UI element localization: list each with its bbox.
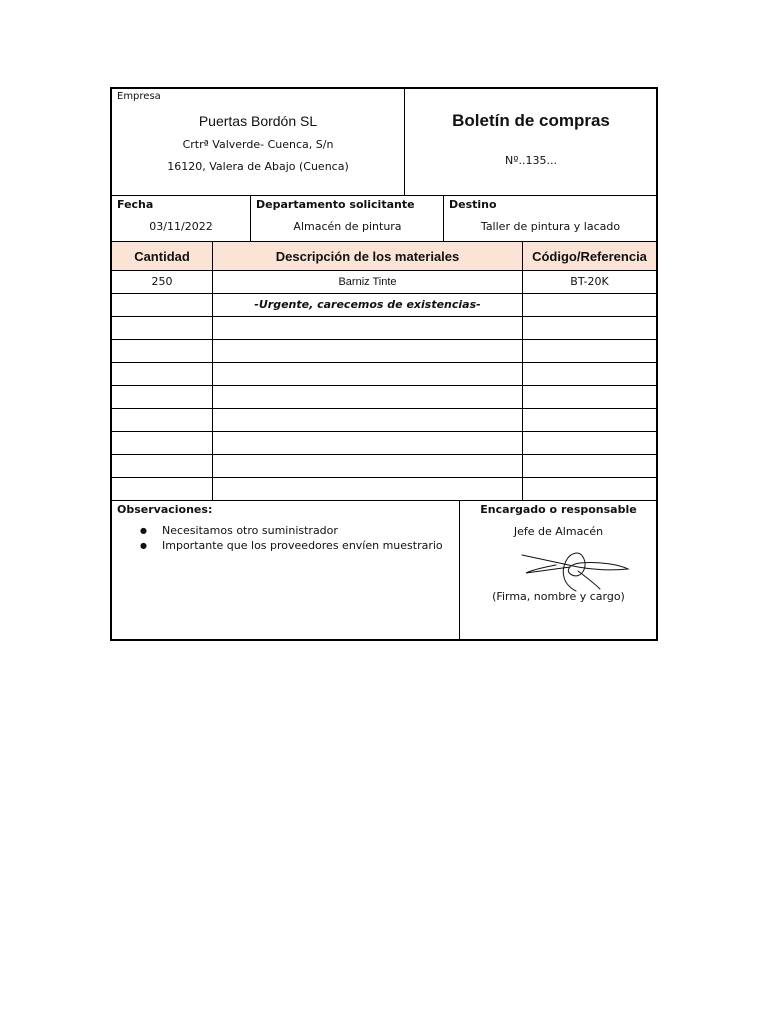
codigo-cell: [522, 386, 656, 408]
descripcion-cell: [212, 363, 522, 385]
departamento-label: Departamento solicitante: [256, 198, 415, 211]
descripcion-cell: -Urgente, carecemos de existencias-: [212, 294, 522, 316]
fecha-section: [112, 195, 250, 241]
cantidad-cell: [112, 409, 212, 431]
form-number: Nº..135...: [505, 154, 557, 167]
descripcion-cell: [212, 432, 522, 454]
responsable-label: Encargado o responsable: [480, 503, 637, 516]
table-row: [112, 340, 656, 363]
header-codigo: Código/Referencia: [522, 241, 656, 271]
destino-value: Taller de pintura y lacado: [480, 220, 621, 233]
cantidad-cell: [112, 340, 212, 362]
codigo-cell: [522, 294, 656, 316]
cantidad-cell: [112, 294, 212, 316]
descripcion-cell: [212, 317, 522, 339]
boletin-section: [404, 89, 656, 195]
form-title: Boletín de compras: [452, 111, 610, 130]
company-address-line1: Crtrª Valverde- Cuenca, S/n: [182, 138, 334, 151]
descripcion-cell: [212, 478, 522, 500]
list-item: ● Necesitamos otro suministrador: [122, 523, 443, 538]
company-section: [112, 89, 404, 195]
table-row: [112, 432, 656, 455]
table-row: [112, 317, 656, 340]
cantidad-cell: [112, 317, 212, 339]
codigo-cell: [522, 340, 656, 362]
fecha-value: 03/11/2022: [149, 220, 213, 233]
header-cantidad: Cantidad: [112, 241, 212, 271]
codigo-cell: BT-20K: [522, 271, 656, 293]
cantidad-cell: [112, 478, 212, 500]
descripcion-cell: [212, 455, 522, 477]
descripcion-cell: Barniz Tinte: [212, 271, 522, 293]
table-row: [112, 363, 656, 386]
responsable-section: [459, 501, 656, 639]
codigo-cell: [522, 409, 656, 431]
company-label: Empresa: [117, 91, 161, 102]
codigo-cell: [522, 432, 656, 454]
header-descripcion: Descripción de los materiales: [212, 241, 522, 271]
codigo-cell: [522, 317, 656, 339]
responsable-name: Jefe de Almacén: [513, 525, 604, 538]
cantidad-cell: [112, 386, 212, 408]
cantidad-cell: [112, 363, 212, 385]
fecha-label: Fecha: [117, 198, 154, 211]
table-row: [112, 271, 656, 294]
descripcion-cell: [212, 340, 522, 362]
company-address-line2: 16120, Valera de Abajo (Cuenca): [167, 160, 349, 173]
table-row: [112, 409, 656, 432]
cantidad-cell: 250: [151, 275, 173, 288]
table-row: [112, 455, 656, 478]
departamento-value: Almacén de pintura: [293, 220, 402, 233]
cantidad-cell: [112, 455, 212, 477]
destino-label: Destino: [449, 198, 497, 211]
observaciones-list: [122, 523, 443, 553]
destino-section: [443, 195, 656, 241]
list-item: ● Importante que los proveedores envíen muestrario: [122, 538, 443, 553]
table-row: [112, 386, 656, 409]
descripcion-cell: [212, 386, 522, 408]
codigo-cell: [522, 455, 656, 477]
company-name: Puertas Bordón SL: [198, 113, 318, 129]
purchase-form: [110, 87, 658, 641]
firma-note: (Firma, nombre y cargo): [492, 590, 625, 603]
codigo-cell: [522, 363, 656, 385]
table-row: [112, 294, 656, 317]
descripcion-cell: [212, 409, 522, 431]
cantidad-cell: [112, 432, 212, 454]
observaciones-label: Observaciones:: [117, 503, 213, 516]
departamento-section: [250, 195, 443, 241]
observaciones-section: [112, 501, 459, 639]
table-row: [112, 478, 656, 501]
divider: [112, 500, 656, 501]
codigo-cell: [522, 478, 656, 500]
